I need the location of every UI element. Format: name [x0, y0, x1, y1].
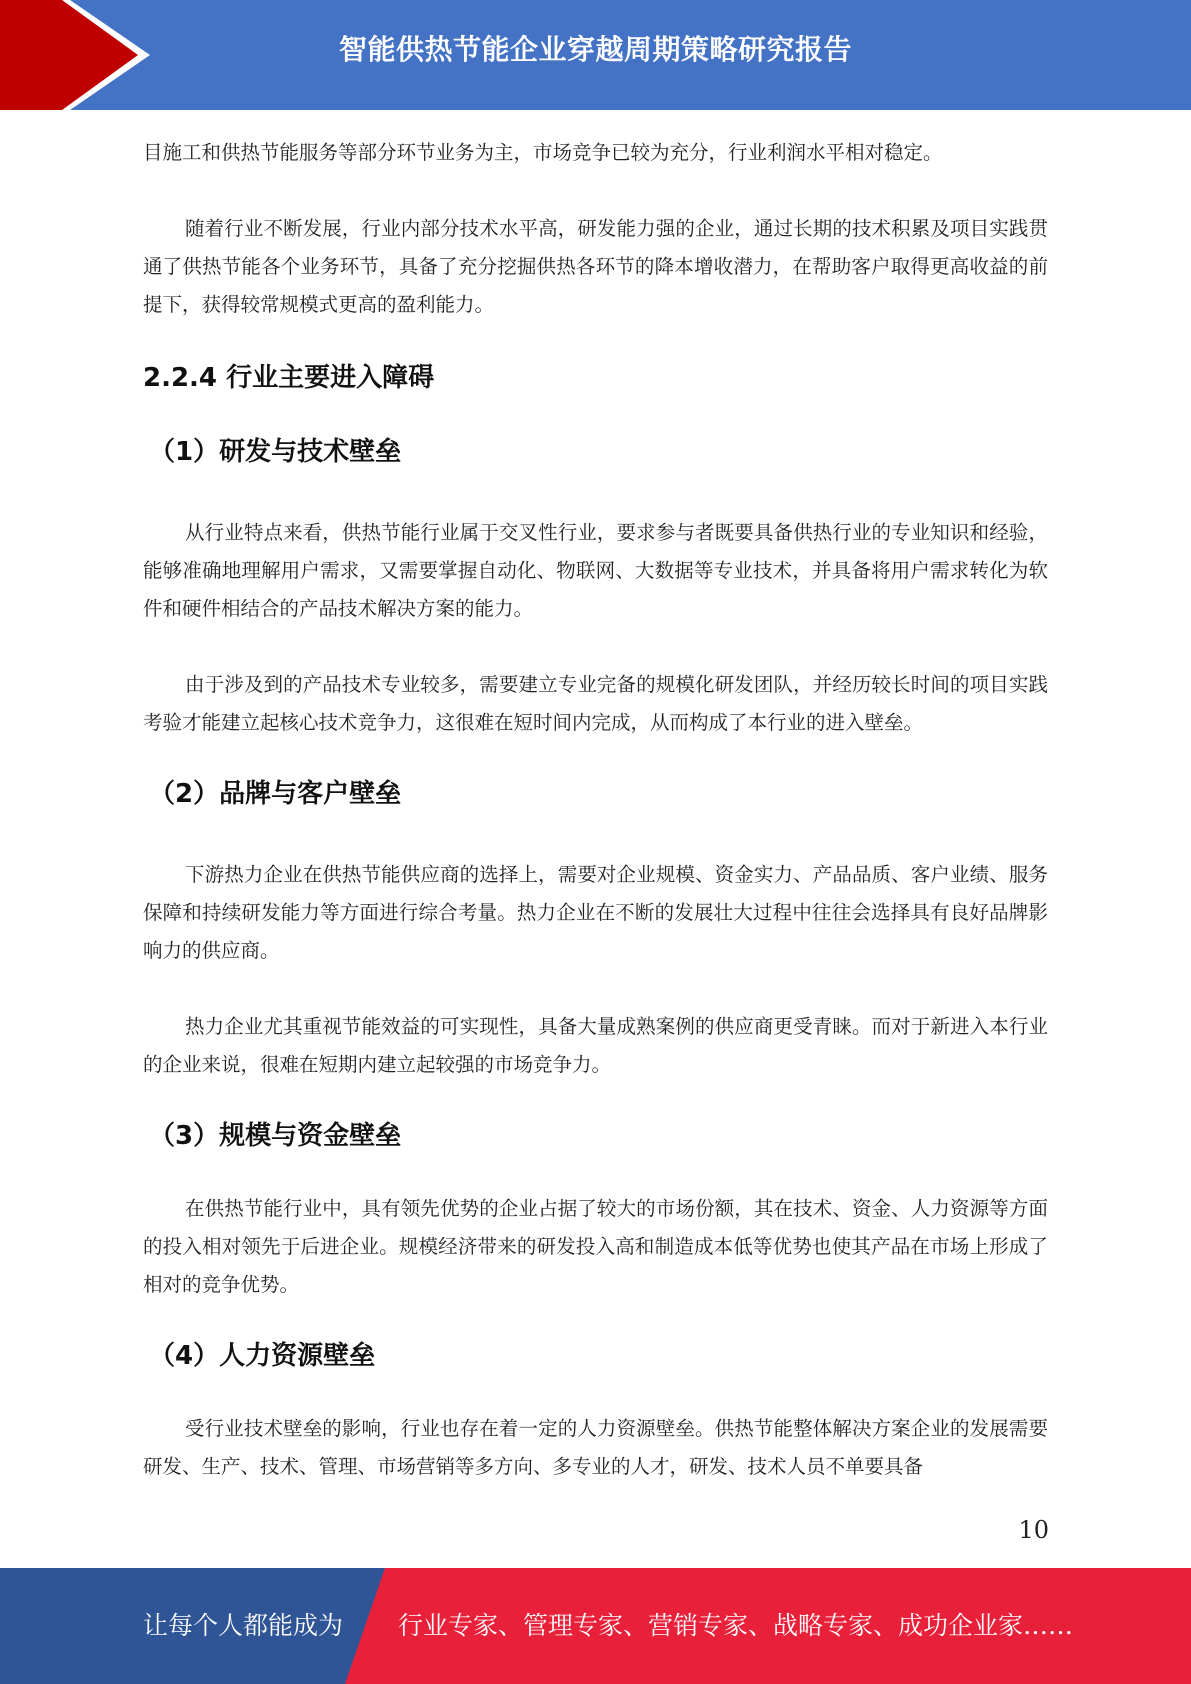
paragraph: 下游热力企业在供热节能供应商的选择上，需要对企业规模、资金实力、产品品质、客户业绩、服务保障和持续研发能力等方面进行综合考量。热力企业在不断的发展壮大过程中往往会选择具有良好品牌影响力的供应商。	[143, 863, 1048, 962]
document-body	[143, 130, 1048, 1486]
footer-slogan-left: 让每个人都能成为	[143, 1611, 344, 1640]
page-footer	[0, 1568, 1191, 1684]
page-number: 10	[1018, 1516, 1049, 1544]
paragraph: 在供热节能行业中，具有领先优势的企业占据了较大的市场份额，其在技术、资金、人力资源等方面的投入相对领先于后进企业。规模经济带来的研发投入高和制造成本低等优势也使其产品在市场上形成了相对的竞争优势。	[143, 1197, 1048, 1296]
section-heading: 2.2.4 行业主要进入障碍	[143, 363, 435, 393]
header-title: 智能供热节能企业穿越周期策略研究报告	[338, 33, 852, 66]
footer-slogan-right: 行业专家、管理专家、营销专家、战略专家、成功企业家……	[398, 1611, 1074, 1640]
subsection-heading: （4）人力资源壁垒	[149, 1341, 376, 1371]
paragraph: 由于涉及到的产品技术专业较多，需要建立专业完备的规模化研发团队，并经历较长时间的项目实践考验才能建立起核心技术竞争力，这很难在短时间内完成，从而构成了本行业的进入壁垒。	[143, 673, 1048, 734]
page-header	[0, 0, 1191, 110]
paragraph: 随着行业不断发展，行业内部分技术水平高，研发能力强的企业，通过长期的技术积累及项目实践贯通了供热节能各个业务环节，具备了充分挖掘供热各环节的降本增收潜力，在帮助客户取得更高收益的前提下，获得较常规模式更高的盈利能力。	[143, 217, 1048, 316]
subsection-heading: （2）品牌与客户壁垒	[149, 779, 402, 809]
subsection-heading: （3）规模与资金壁垒	[149, 1121, 402, 1151]
paragraph: 目施工和供热节能服务等部分环节业务为主，市场竞争已较为充分，行业利润水平相对稳定。	[143, 141, 943, 164]
subsection-heading: （1）研发与技术壁垒	[149, 437, 402, 467]
paragraph: 受行业技术壁垒的影响，行业也存在着一定的人力资源壁垒。供热节能整体解决方案企业的发展需要研发、生产、技术、管理、市场营销等多方向、多专业的人才，研发、技术人员不单要具备	[143, 1417, 1048, 1478]
paragraph: 从行业特点来看，供热节能行业属于交叉性行业，要求参与者既要具备供热行业的专业知识和经验，能够准确地理解用户需求，又需要掌握自动化、物联网、大数据等专业技术，并具备将用户需求转化为软件和硬件相结合的产品技术解决方案的能力。	[143, 521, 1048, 620]
paragraph: 热力企业尤其重视节能效益的可实现性，具备大量成熟案例的供应商更受青睐。而对于新进入本行业的企业来说，很难在短期内建立起较强的市场竞争力。	[143, 1015, 1048, 1076]
